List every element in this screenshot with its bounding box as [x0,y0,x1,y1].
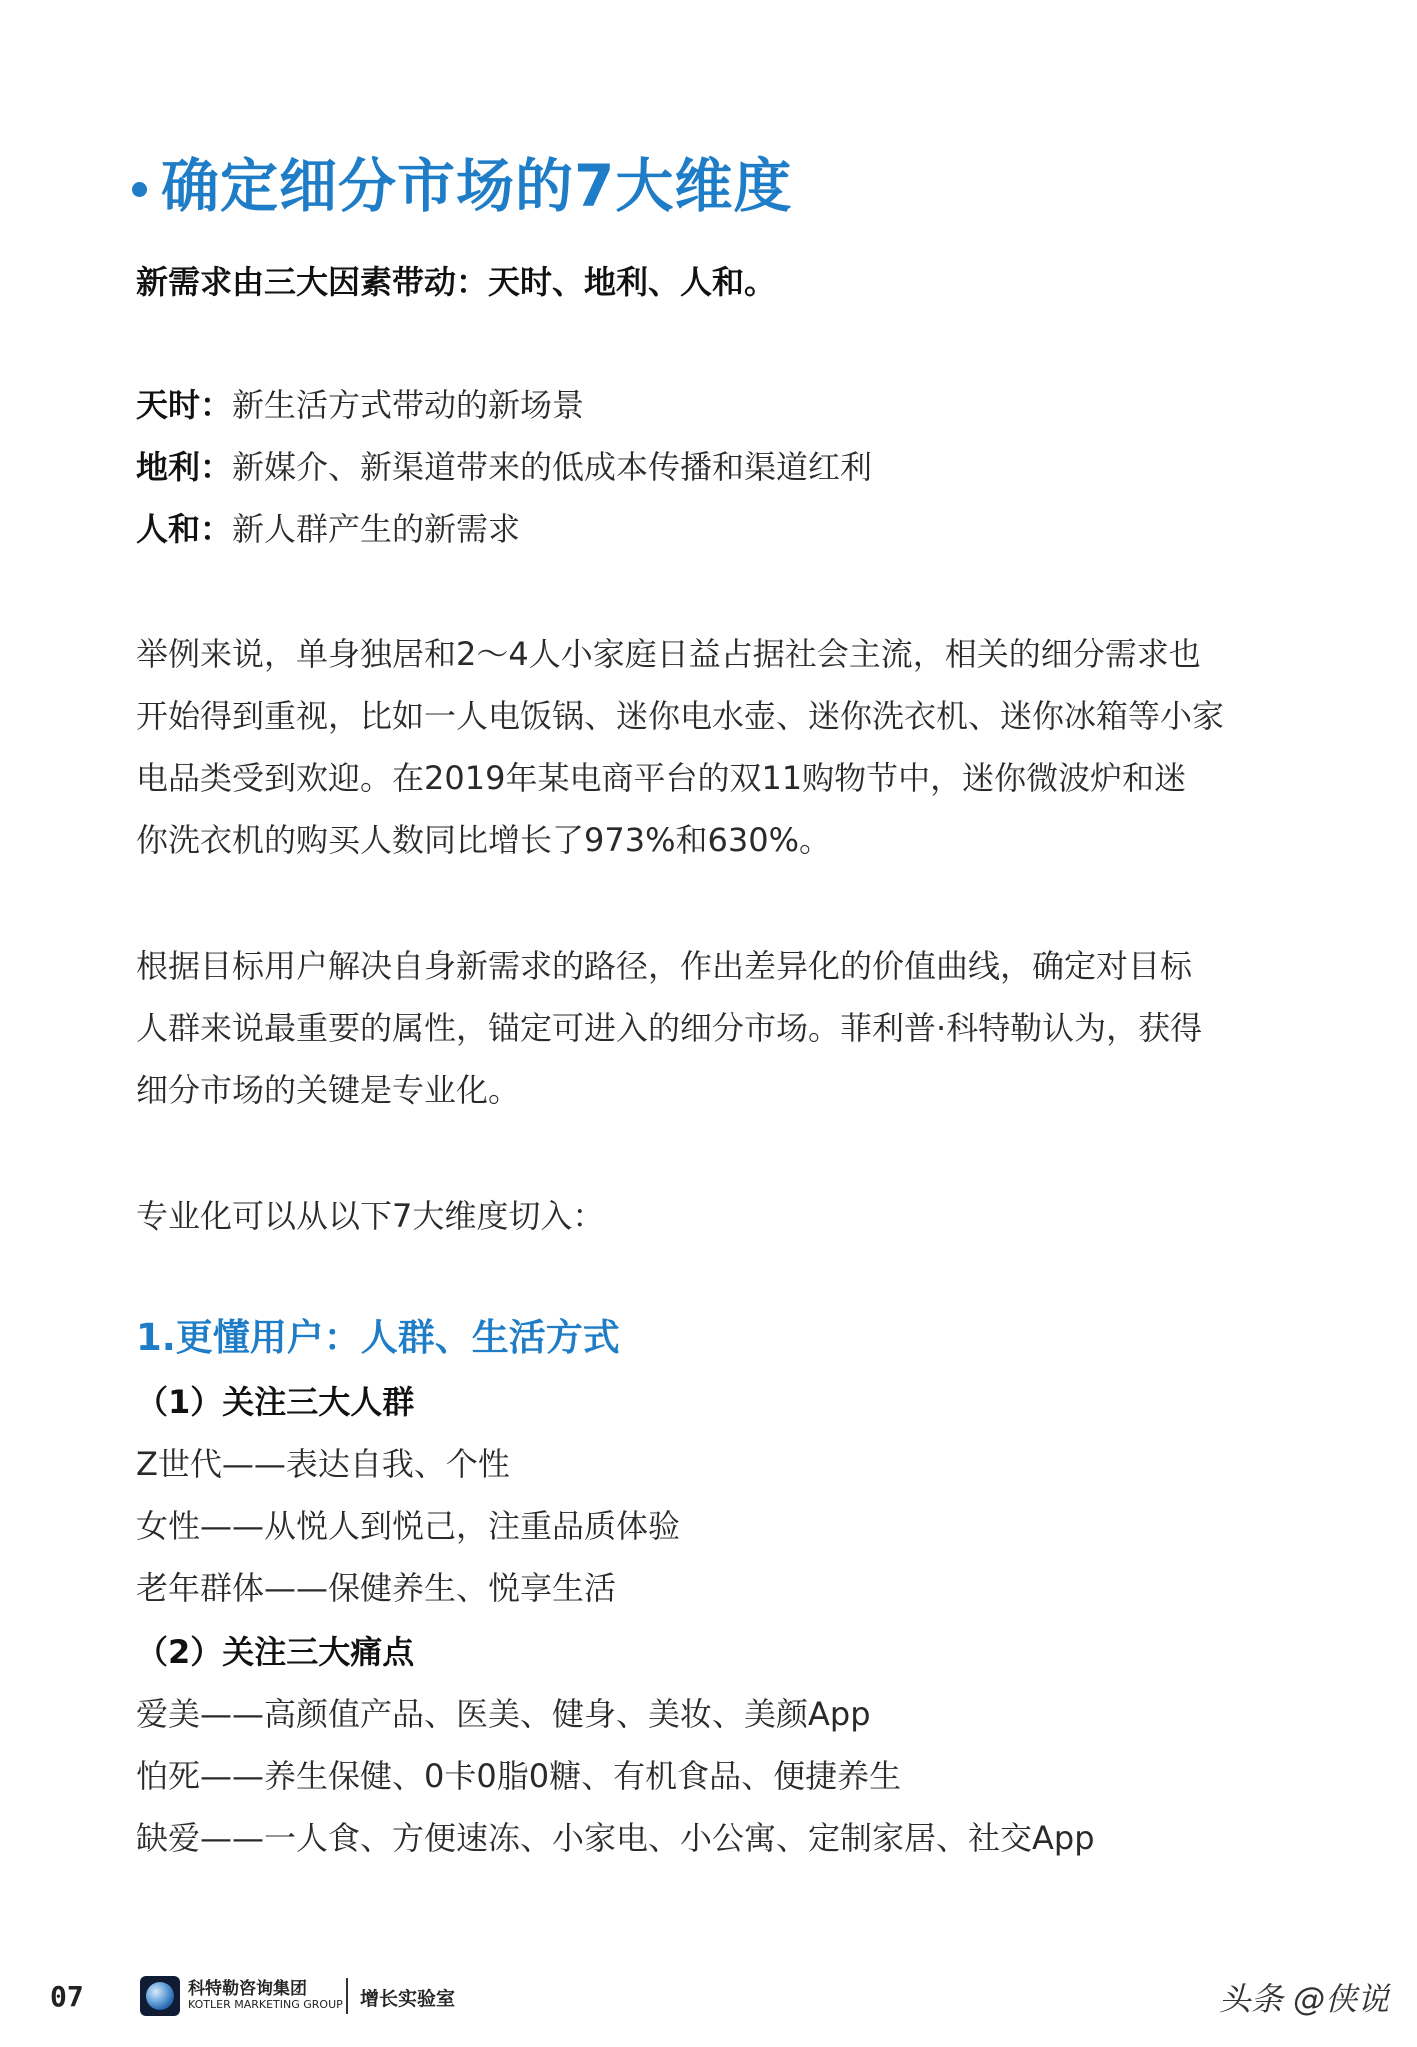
factor-text: 新媒介、新渠道带来的低成本传播和渠道红利 [232,448,873,486]
paragraph-2-line: 根据目标用户解决自身新需求的路径，作出差异化的价值曲线，确定对目标 [136,947,1193,985]
title-text: 确定细分市场的7大维度 [161,152,793,220]
bullet-dot-icon [132,182,147,197]
list-item: 女性——从悦人到悦己，注重品质体验 [136,1507,681,1545]
paragraph-1-line: 开始得到重视，比如一人电饭锅、迷你电水壶、迷你洗衣机、迷你冰箱等小家 [136,697,1225,735]
section-1-heading: 1.更懂用户：人群、生活方式 [136,1316,620,1359]
factor-dili [136,445,872,489]
company-name-en: KOTLER MARKETING GROUP [188,1998,343,2011]
factor-text: 新生活方式带动的新场景 [232,386,585,424]
company-name-cn: 科特勒咨询集团 [188,1979,307,1999]
factor-label: 地利： [136,448,233,486]
intro-text: 新需求由三大因素带动：天时、地利、人和。 [136,263,777,301]
kotler-logo-icon [140,1976,180,2016]
factor-label: 天时： [136,386,233,424]
list-item: Z世代——表达自我、个性 [136,1445,510,1483]
list-item: 老年群体——保健养生、悦享生活 [136,1569,617,1607]
paragraph-1-line: 你洗衣机的购买人数同比增长了973%和630%。 [136,821,831,859]
page-footer [0,1970,1417,2030]
factor-tianshi [136,383,584,427]
factor-renhe [136,507,520,551]
watermark: 头条 @侠说 [1218,1980,1389,2018]
subsection-heading: （2）关注三大痛点 [136,1633,415,1671]
list-item: 缺爱——一人食、方便速冻、小家电、小公寓、定制家居、社交App [136,1819,1095,1857]
paragraph-1-line: 举例来说，单身独居和2～4人小家庭日益占据社会主流，相关的细分需求也 [136,635,1201,673]
paragraph-2-line: 细分市场的关键是专业化。 [136,1071,521,1109]
page-number: 07 [50,1980,84,2013]
factor-label: 人和： [136,510,233,548]
list-item: 怕死——养生保健、0卡0脂0糖、有机食品、便捷养生 [136,1757,902,1795]
footer-divider [346,1978,348,2014]
paragraph-2-line: 人群来说最重要的属性，锚定可进入的细分市场。菲利普·科特勒认为，获得 [136,1009,1203,1047]
list-item: 爱美——高颜值产品、医美、健身、美妆、美颜App [136,1695,871,1733]
factor-text: 新人群产生的新需求 [232,510,521,548]
paragraph-1-line: 电品类受到欢迎。在2019年某电商平台的双11购物节中，迷你微波炉和迷 [136,759,1187,797]
subsection-heading: （1）关注三大人群 [136,1383,415,1421]
paragraph-3: 专业化可以从以下7大维度切入： [136,1197,605,1235]
lab-label: 增长实验室 [360,1988,456,2010]
page-title [132,150,792,222]
